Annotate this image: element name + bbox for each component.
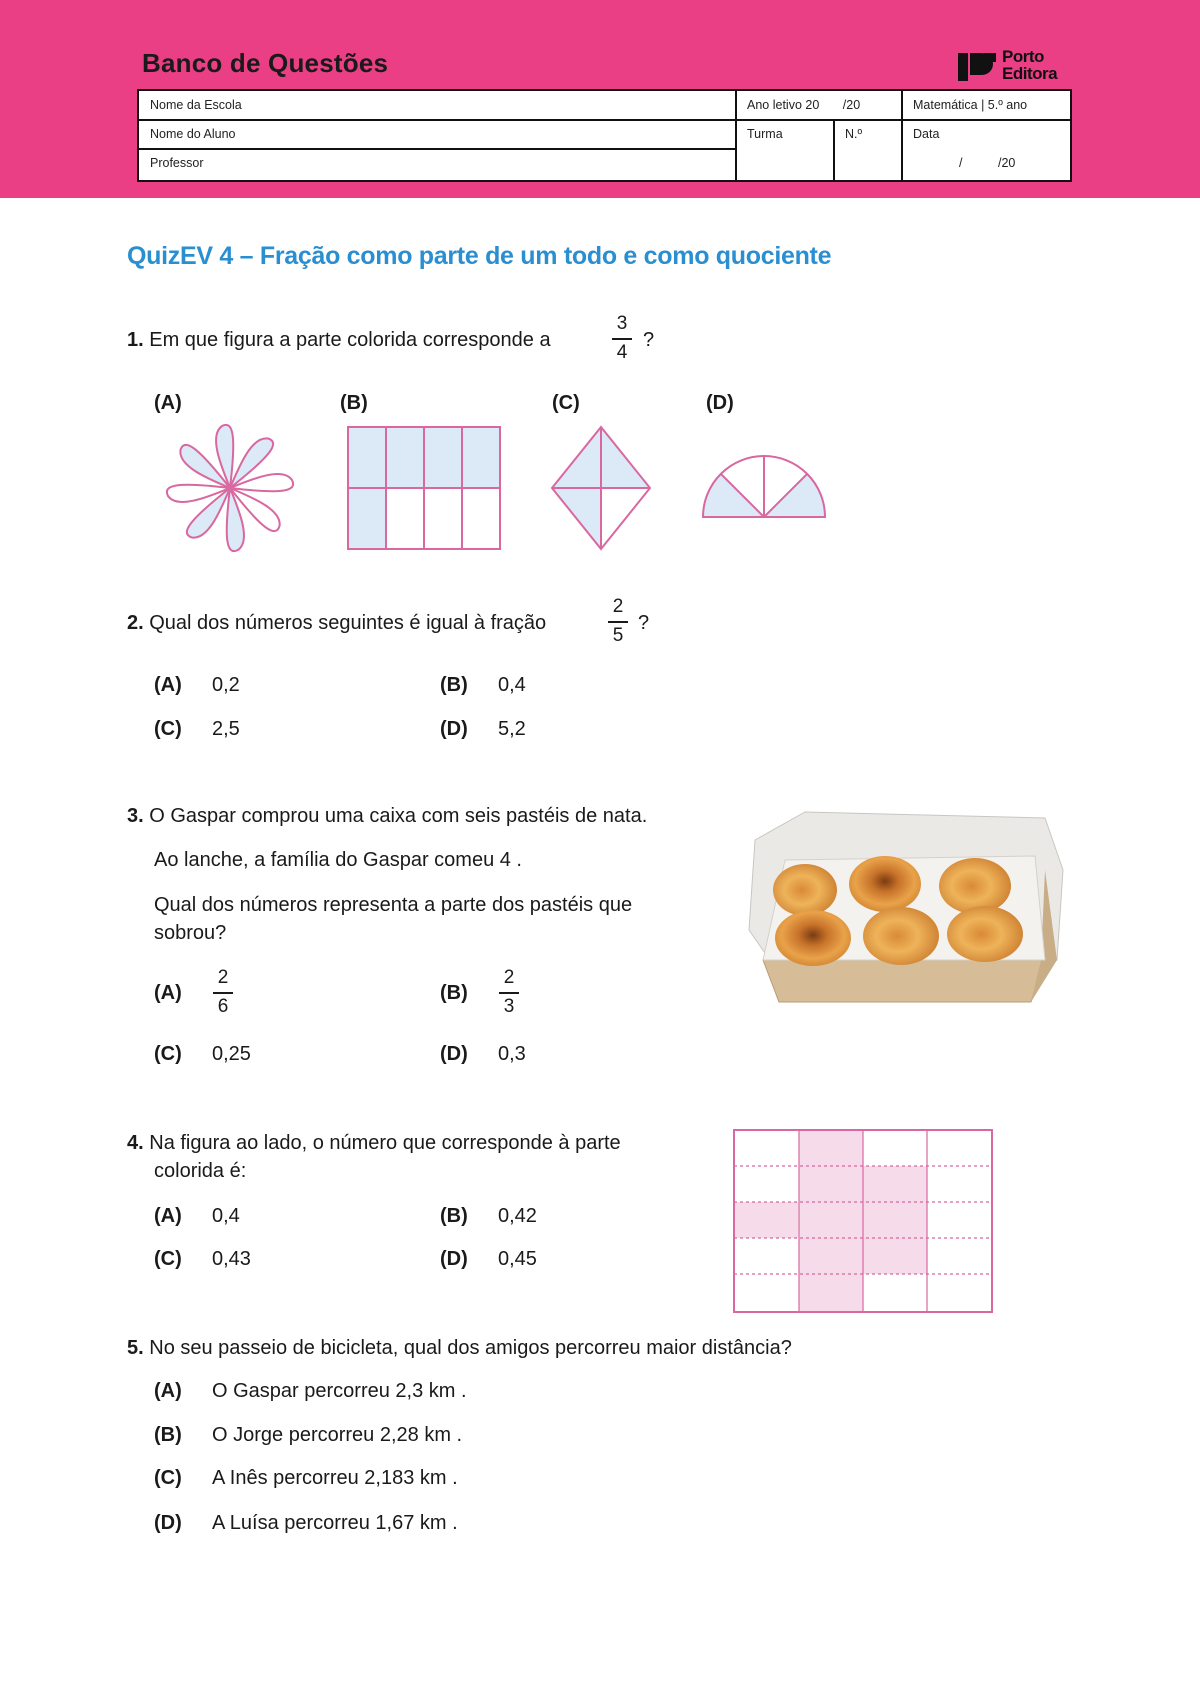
number-field[interactable]: N.º [845, 127, 863, 141]
date-slash: / [959, 156, 963, 170]
logo-line-2: Editora [1002, 64, 1058, 83]
q5-option-b[interactable] [154, 1424, 462, 1447]
question-2-end: ? [638, 612, 650, 634]
fraction-denominator: 6 [217, 995, 229, 1017]
option-label: (B) [440, 982, 468, 1004]
option-label: (C) [154, 1043, 182, 1065]
q3-option-d[interactable] [440, 1043, 526, 1066]
date-suffix: /20 [998, 156, 1016, 170]
question-number: 4. [127, 1132, 144, 1154]
school-year-field[interactable] [747, 98, 860, 112]
fraction-denominator: 5 [612, 624, 624, 646]
question-number: 1. [127, 329, 144, 351]
question-4-grid-figure [733, 1129, 993, 1313]
table-divider [901, 91, 903, 180]
option-label: (A) [154, 674, 182, 696]
table-divider [735, 91, 737, 180]
fraction-numerator: 2 [217, 967, 229, 988]
q4-option-a[interactable] [154, 1205, 240, 1228]
q2-option-c[interactable] [154, 718, 240, 741]
student-info-table [137, 89, 1072, 182]
date-field[interactable]: Data [913, 127, 940, 141]
option-value: 0,25 [212, 1043, 251, 1065]
option-value: 0,4 [498, 674, 526, 696]
option-label: (C) [154, 1467, 182, 1489]
logo-mark-icon [958, 50, 998, 84]
option-label: (B) [440, 674, 468, 696]
option-value: 0,2 [212, 674, 240, 696]
school-year-label: Ano letivo 20 [747, 98, 820, 112]
student-name-field[interactable]: Nome do Aluno [150, 127, 236, 141]
figure-c-label: (C) [552, 392, 580, 414]
option-value: A Inês percorreu 2,183 km . [212, 1467, 458, 1489]
option-value: 0,42 [498, 1205, 537, 1227]
option-value: 0,4 [212, 1205, 240, 1227]
q5-option-c[interactable] [154, 1467, 458, 1490]
option-label: (C) [154, 1248, 182, 1270]
figure-d-label: (D) [706, 392, 734, 414]
option-value: O Gaspar percorreu 2,3 km . [212, 1380, 467, 1402]
option-label: (A) [154, 982, 182, 1004]
question-1-end: ? [643, 329, 655, 351]
q4-option-c[interactable] [154, 1248, 251, 1271]
pasteis-de-nata-box-image [745, 810, 1067, 1010]
option-value: O Jorge percorreu 2,28 km . [212, 1424, 463, 1446]
option-value: 0,45 [498, 1248, 537, 1270]
option-label: (D) [440, 718, 468, 740]
question-number: 3. [127, 805, 144, 827]
question-3-line-1 [127, 805, 647, 828]
q2-option-d[interactable] [440, 718, 526, 741]
question-5-text [127, 1337, 792, 1360]
question-1-fraction [612, 313, 632, 364]
logo-text [1002, 48, 1057, 82]
q3-option-a[interactable] [154, 982, 212, 1005]
option-value: 2,5 [212, 718, 240, 740]
question-number: 5. [127, 1337, 144, 1359]
question-3-line-3: Qual dos números representa a parte dos pastéis que [154, 894, 633, 916]
figure-a-label: (A) [154, 392, 182, 414]
school-name-field[interactable]: Nome da Escola [150, 98, 242, 112]
question-1-prompt: Em que figura a parte colorida corresponde a [149, 329, 551, 351]
question-3-line-4: sobrou? [154, 922, 227, 944]
fraction-numerator: 2 [503, 967, 515, 988]
fraction-denominator: 3 [503, 995, 515, 1017]
question-4-prompt-1: Na figura ao lado, o número que corresponde à parte [149, 1132, 621, 1154]
figure-b-label: (B) [340, 392, 368, 414]
figure-a-flower [160, 423, 300, 553]
question-2-fraction [608, 596, 628, 647]
school-year-suffix: /20 [842, 98, 861, 112]
fraction-numerator: 3 [616, 313, 628, 334]
logo-line-1: Porto [1002, 47, 1044, 66]
question-4-line-2: colorida é: [154, 1160, 247, 1182]
fraction-denominator: 4 [616, 341, 628, 363]
option-label: (D) [154, 1512, 182, 1534]
option-label: (D) [440, 1043, 468, 1065]
option-label: (B) [440, 1205, 468, 1227]
figure-d-semicircle [701, 453, 827, 519]
fraction-numerator: 2 [612, 596, 624, 617]
table-divider [139, 119, 1070, 121]
question-1-text [127, 329, 551, 352]
figure-c-rhombus [550, 426, 652, 550]
option-value: A Luísa percorreu 1,67 km . [212, 1512, 458, 1534]
question-4-line-1 [127, 1132, 621, 1155]
option-value: 5,2 [498, 718, 526, 740]
option-label: (B) [154, 1424, 182, 1446]
option-label: (D) [440, 1248, 468, 1270]
q4-option-d[interactable] [440, 1248, 537, 1271]
class-field[interactable]: Turma [747, 127, 783, 141]
q3-option-b-fraction [499, 967, 519, 1018]
subject-label: Matemática | 5.º ano [913, 98, 1028, 112]
q3-option-b[interactable] [440, 982, 498, 1005]
teacher-field[interactable]: Professor [150, 156, 204, 170]
option-value: 0,3 [498, 1043, 526, 1065]
table-divider [139, 148, 736, 150]
porto-editora-logo [958, 48, 1074, 86]
quiz-title: QuizEV 4 – Fração como parte de um todo e como quociente [127, 242, 832, 270]
q3-option-c[interactable] [154, 1043, 251, 1066]
q5-option-a[interactable] [154, 1380, 467, 1403]
option-label: (A) [154, 1380, 182, 1402]
q2-option-a[interactable] [154, 674, 240, 697]
question-number: 2. [127, 612, 144, 634]
question-3-prompt-1: O Gaspar comprou uma caixa com seis pastéis de nata. [149, 805, 648, 827]
question-2-prompt: Qual dos números seguintes é igual à fração [149, 612, 547, 634]
q3-option-a-fraction [213, 967, 233, 1018]
question-3-line-2: Ao lanche, a família do Gaspar comeu 4 . [154, 849, 522, 871]
question-5-prompt: No seu passeio de bicicleta, qual dos amigos percorreu maior distância? [149, 1337, 792, 1359]
figure-b-grid [347, 426, 503, 550]
option-value: 0,43 [212, 1248, 251, 1270]
q4-option-b[interactable] [440, 1205, 537, 1228]
bank-title: Banco de Questões [142, 48, 389, 78]
option-label: (A) [154, 1205, 182, 1227]
option-label: (C) [154, 718, 182, 740]
table-divider [833, 119, 835, 180]
q2-option-b[interactable] [440, 674, 526, 697]
question-2-text [127, 612, 546, 635]
q5-option-d[interactable] [154, 1512, 458, 1535]
